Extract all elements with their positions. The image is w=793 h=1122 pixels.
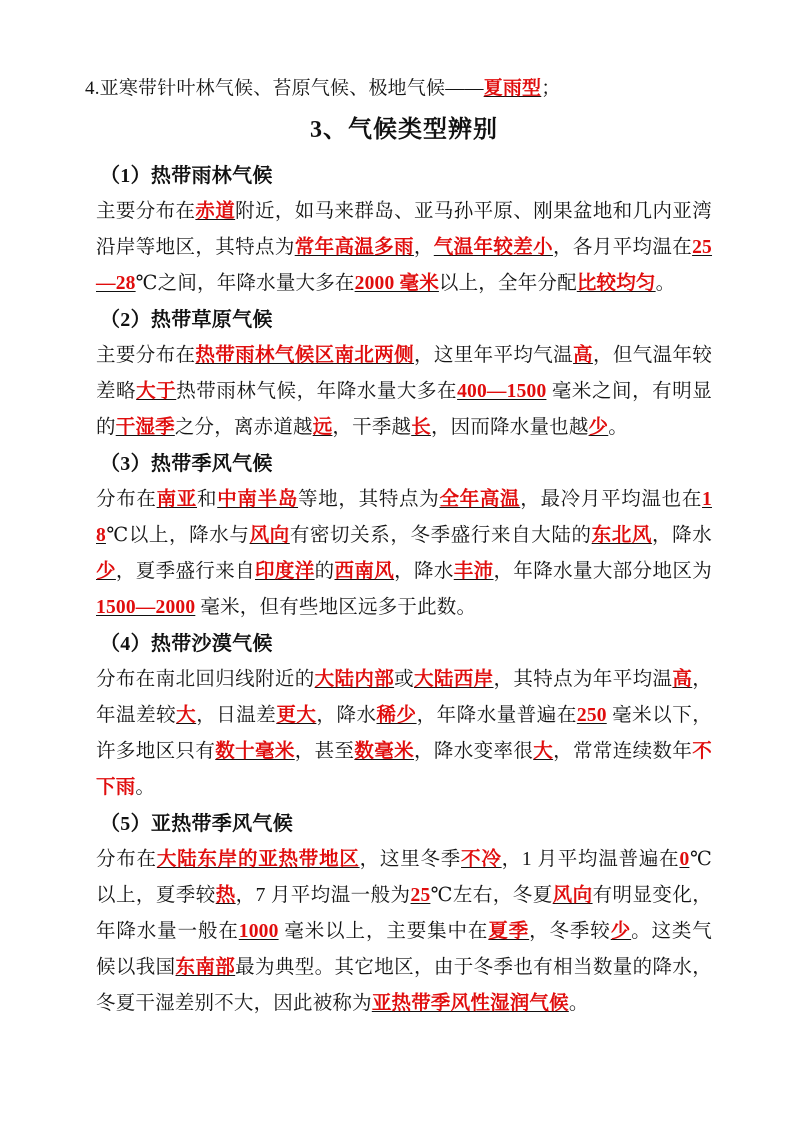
body-text: 。 — [655, 273, 676, 294]
body-text: 毫米以上，主要集中在 — [278, 921, 489, 942]
section-paragraph — [96, 842, 712, 1022]
highlight-text: 大陆内部 — [314, 669, 395, 690]
body-text: 毫米以下，许多地区只有 — [96, 705, 712, 762]
highlight-text: 更大 — [276, 705, 317, 726]
highlight-text: 西南风 — [334, 561, 395, 582]
body-text: ，但气温年较差略 — [96, 345, 713, 402]
section-paragraph — [96, 482, 712, 626]
body-text: 有明显变化，年降水量一般在 — [96, 885, 712, 942]
highlight-text: 高 — [573, 345, 593, 366]
body-text: ，降水变率很 — [414, 741, 534, 762]
section-paragraph — [96, 194, 712, 302]
body-text: ，年降水量大部分地区为 — [493, 561, 712, 582]
body-text: ，年降水量普遍在 — [416, 705, 577, 726]
highlight-text: 大于 — [136, 381, 177, 402]
highlight-text: 400—1500 — [457, 381, 547, 402]
highlight-text: 稀少 — [376, 705, 417, 726]
body-text: ℃左右，冬夏 — [430, 885, 553, 906]
highlight-text: 25 — [410, 885, 431, 906]
body-text: ，夏季盛行来自 — [115, 561, 255, 582]
body-text: 分布在 — [96, 489, 157, 510]
body-text: 和 — [197, 489, 218, 510]
body-text: ，最冷月平均温也在 — [520, 489, 703, 510]
body-text: 分布在南北回归线附近的 — [96, 669, 315, 690]
highlight-text: 常年高温多雨 — [294, 237, 414, 258]
highlight-text: 风向 — [552, 885, 593, 906]
highlight-text: 南亚 — [156, 489, 198, 510]
highlight-text: 少 — [610, 921, 632, 942]
highlight-text: 大 — [176, 705, 197, 726]
body-text: ，年温差较 — [96, 669, 712, 726]
body-text: ，这里年平均气温 — [414, 345, 574, 366]
highlight-text: 少 — [96, 561, 116, 582]
body-text: 毫米，但有些地区远多于此数。 — [195, 597, 477, 618]
highlight-text: 赤道 — [195, 201, 236, 222]
highlight-text: 远 — [312, 417, 333, 438]
body-text: ℃之间，年降水量大多在 — [135, 273, 355, 294]
page-title: 3、气候类型辨别 — [310, 117, 498, 143]
highlight-text: 0 — [679, 849, 690, 870]
highlight-text: 数毫米 — [354, 741, 414, 762]
body-text: 分布在 — [96, 849, 157, 870]
body-text: ，常常连续数年 — [553, 741, 693, 762]
body-text: ，因而降水量也越 — [430, 417, 589, 438]
highlight-text: 印度洋 — [255, 561, 315, 582]
highlight-text: 丰沛 — [453, 561, 494, 582]
body-text: ，这里冬季 — [359, 849, 462, 870]
highlight-text: 高 — [672, 669, 693, 690]
body-text: 。这类气候以我国 — [96, 921, 713, 978]
highlight-text: 热 — [215, 885, 236, 906]
highlight-text: 2000 毫米 — [354, 273, 439, 294]
highlight-text: 25—28 — [96, 237, 713, 294]
highlight-text: 不冷 — [461, 849, 502, 870]
section-heading: （5）亚热带季风气候 — [100, 813, 293, 835]
highlight-text: 中南半岛 — [217, 489, 299, 510]
highlight-text: 亚热带季风性湿润气候 — [371, 993, 569, 1014]
body-text: ，7 月平均温一般为 — [235, 885, 411, 906]
body-text: 最为典型。其它地区，由于冬季也有相当数量的降水，冬夏干湿差别不大，因此被称为 — [96, 957, 712, 1014]
highlight-text: 不下雨 — [96, 741, 712, 798]
body-text: ，干季越 — [332, 417, 412, 438]
body-text: 。 — [568, 993, 589, 1014]
highlight-text: 数十毫米 — [215, 741, 295, 762]
highlight-text: 大 — [533, 741, 554, 762]
body-text: 毫米之间，有明显的 — [96, 381, 712, 438]
section-paragraph — [96, 338, 712, 446]
body-text: ， — [413, 237, 434, 258]
highlight-text: 风向 — [249, 525, 290, 546]
body-text: ，甚至 — [294, 741, 355, 762]
body-text: 主要分布在 — [96, 345, 196, 366]
highlight-text: 1000 — [238, 921, 279, 942]
body-text: ，冬季较 — [529, 921, 611, 942]
body-text: 之分，离赤道越 — [174, 417, 313, 438]
highlight-text: 干湿季 — [115, 417, 175, 438]
body-text: 。 — [135, 777, 156, 798]
intro-highlight: 夏雨型 — [483, 78, 542, 99]
highlight-text: 热带雨林气候区南北两侧 — [195, 345, 415, 366]
section-heading: （1）热带雨林气候 — [100, 165, 273, 187]
intro-suffix: ； — [541, 78, 561, 99]
sections-container — [96, 158, 712, 1022]
body-text: ℃以上，降水与 — [105, 525, 250, 546]
highlight-text: 东南部 — [175, 957, 236, 978]
section-heading: （3）热带季风气候 — [100, 453, 273, 475]
intro-prefix: 4.亚寒带针叶林气候、苔原气候、极地气候—— — [85, 78, 484, 99]
body-text: 以上，全年分配 — [438, 273, 577, 294]
body-text: ，日温差 — [196, 705, 277, 726]
body-text: ℃以上，夏季较 — [96, 849, 712, 906]
body-text: 或 — [394, 669, 414, 690]
body-text: ，降水 — [316, 705, 377, 726]
highlight-text: 大陆西岸 — [414, 669, 494, 690]
body-text: 附近，如马来群岛、亚马孙平原、刚果盆地和几内亚湾沿岸等地区，其特点为 — [96, 201, 712, 258]
highlight-text: 气温年较差小 — [433, 237, 554, 258]
body-text: 的 — [314, 561, 335, 582]
intro-line — [85, 72, 712, 106]
highlight-text: 长 — [411, 417, 431, 438]
highlight-text: 大陆东岸的亚热带地区 — [156, 849, 360, 870]
section-heading: （4）热带沙漠气候 — [100, 633, 273, 655]
body-text: ，降水 — [652, 525, 712, 546]
highlight-text: 东北风 — [591, 525, 653, 546]
highlight-text: 夏季 — [488, 921, 530, 942]
body-text: ，降水 — [394, 561, 454, 582]
body-text: ，各月平均温在 — [553, 237, 693, 258]
highlight-text: 250 — [576, 705, 607, 726]
highlight-text: 全年高温 — [439, 489, 521, 510]
body-text: 等地，其特点为 — [298, 489, 440, 510]
highlight-text: 比较均匀 — [576, 273, 656, 294]
body-text: 主要分布在 — [96, 201, 196, 222]
body-text: 。 — [608, 417, 628, 438]
body-text: 热带雨林气候，年降水量大多在 — [176, 381, 458, 402]
section-heading: （2）热带草原气候 — [100, 309, 273, 331]
highlight-text: 18 — [96, 489, 712, 546]
highlight-text: 少 — [588, 417, 609, 438]
highlight-text: 1500—2000 — [96, 597, 196, 618]
body-text: 有密切关系，冬季盛行来自大陆的 — [289, 525, 592, 546]
body-text: ，其特点为年平均温 — [493, 669, 673, 690]
section-paragraph — [96, 662, 712, 806]
body-text: ，1 月平均温普遍在 — [501, 849, 680, 870]
